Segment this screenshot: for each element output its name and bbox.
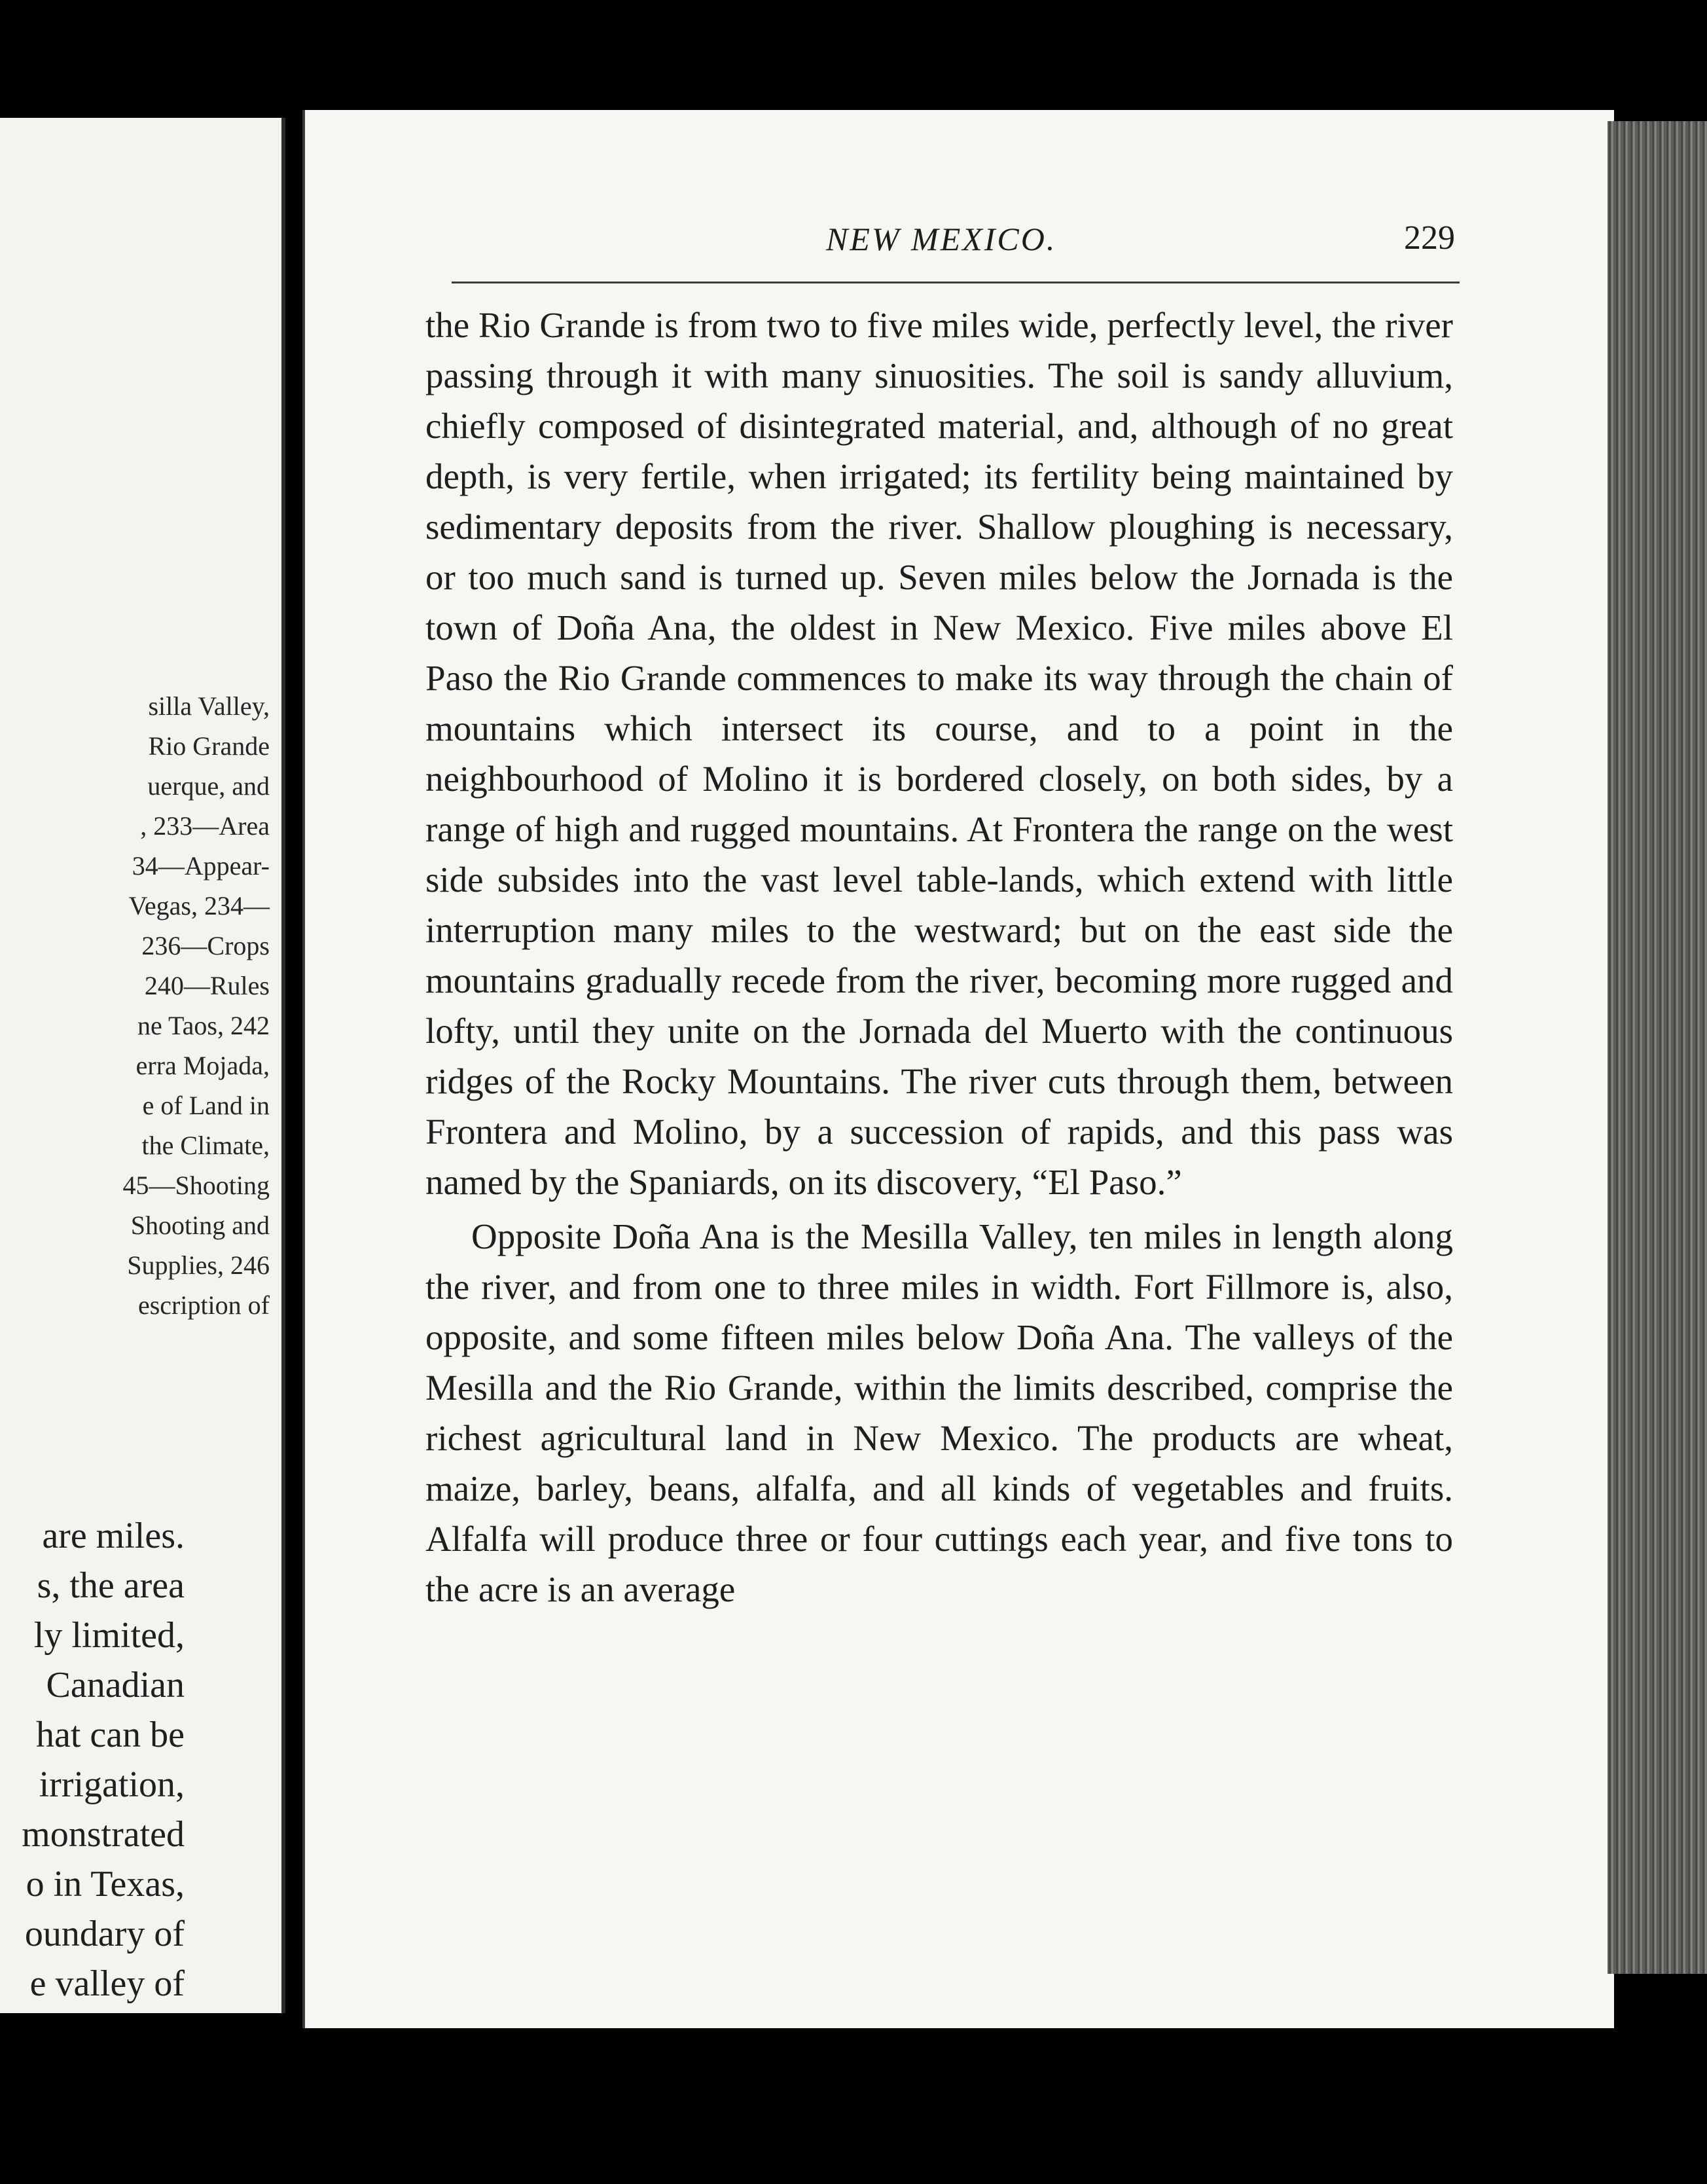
body-line: o in Texas,: [26, 1864, 185, 1904]
index-line: the Climate,: [141, 1131, 270, 1160]
index-line: escription of: [137, 1290, 270, 1320]
body-line: irrigation,: [39, 1764, 185, 1805]
body-line: monstrated: [22, 1814, 185, 1855]
body-line: ly limited,: [33, 1615, 185, 1656]
page-number: 229: [1404, 219, 1455, 257]
running-head: NEW MEXICO.: [826, 221, 1057, 257]
body-line: oundary of: [24, 1914, 185, 1954]
left-page: [0, 118, 285, 2013]
paragraph: the Rio Grande is from two to five miles wide, perfectly level, the river passing through it with many sinuosities. The soil is sandy alluvium, chiefly composed of disintegrated material, and, although of no great depth, is very fertile, when irrigated; its fertility being maintained by sedimentary deposits from the river. Shallow ploughing is necessary, or too much sand is turned up. Seven miles below the Jornada is the town of Doña Ana, the oldest in New Mexico. Five miles above El Paso the Rio Grande commences to make its way through the chain of mountains which intersect its course, and to a point in the neighbourhood of Molino it is bordered closely, on both sides, by a range of high and rugged mountains. At Frontera the range on the west side subsides into the vast level table-lands, which extend with little interruption many miles to the westward; but on the east side the mountains gradually recede from the river, becoming more rugged and lofty, until they unite on the Jornada del Muerto with the continuous ridges of the Rocky Mountains. The river cuts through them, between Frontera and Molino, by a succession of rapids, and this pass was named by the Spaniards, on its discovery, “El Paso.”: [425, 305, 1453, 1202]
body-line: s, the area: [37, 1565, 185, 1606]
paragraph: Opposite Doña Ana is the Mesilla Valley, ten miles in length along the river, and from one to three miles in width. Fort Fillmore is, also, opposite, and some fifteen miles below Doña Ana. The valleys of the Mesilla and the Rio Grande, within the limits described, comprise the richest agricultural land in New Mexico. The products are wheat, maize, barley, beans, alfalfa, and all kinds of vegetables and fruits. Alfalfa will produce three or four cuttings each year, and five tons to the acre is an average: [425, 1216, 1453, 1609]
body-line: Canadian: [46, 1665, 185, 1705]
header-rule: [452, 282, 1460, 283]
index-line: , 233—Area: [140, 811, 270, 841]
index-line: e of Land in: [142, 1091, 270, 1120]
index-line: 236—Crops: [141, 931, 270, 960]
index-line: Supplies, 246: [127, 1250, 270, 1280]
index-line: Shooting and: [130, 1210, 270, 1240]
index-line: 240—Rules: [144, 971, 270, 1000]
index-line: uerque, and: [147, 771, 270, 801]
index-line: silla Valley,: [148, 691, 270, 721]
index-line: 34—Appear-: [132, 851, 270, 881]
left-page-body-lines: [0, 1511, 185, 2009]
left-page-index-lines: [0, 686, 270, 1325]
body-line: e valley of: [29, 1963, 185, 2004]
body-line: are miles.: [42, 1516, 185, 1556]
body-line: hat can be: [36, 1715, 185, 1755]
index-line: Rio Grande: [148, 731, 270, 761]
index-line: erra Mojada,: [135, 1051, 270, 1080]
index-line: Vegas, 234—: [128, 891, 270, 920]
page-edge: [1608, 121, 1707, 1974]
body-text: [425, 300, 1453, 1614]
index-line: 45—Shooting: [122, 1171, 270, 1200]
index-line: ne Taos, 242: [137, 1011, 270, 1040]
